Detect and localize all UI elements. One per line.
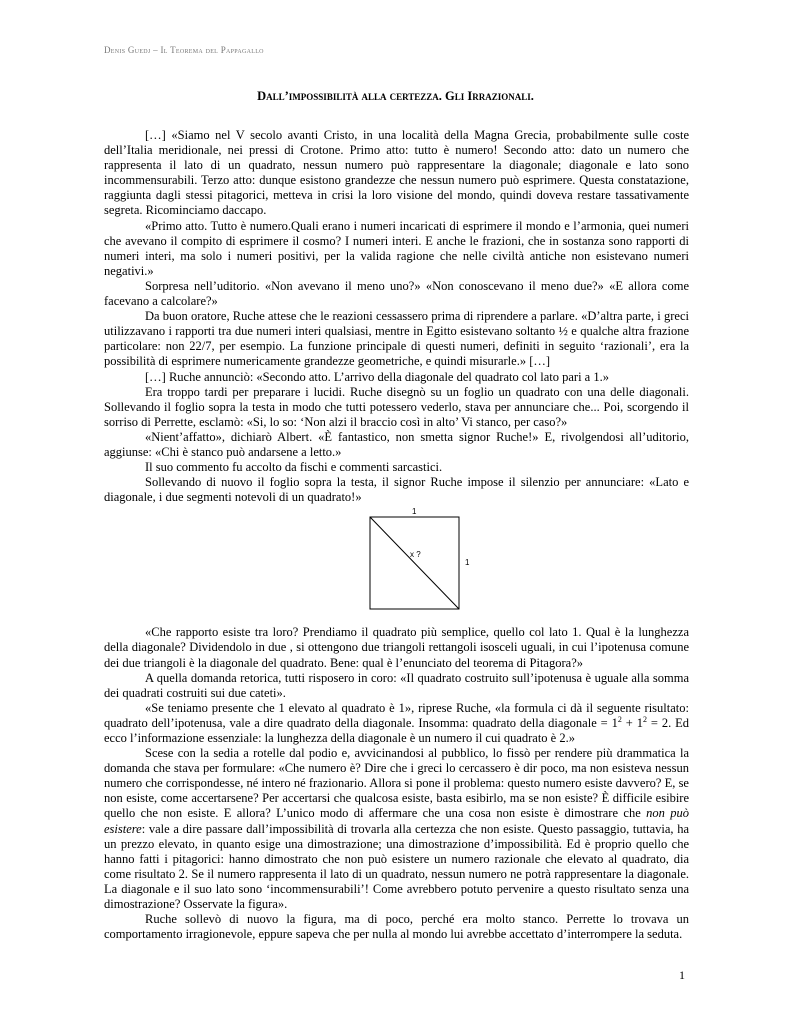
paragraph: Era troppo tardi per preparare i lucidi. Ruche disegnò su un foglio un quadrato con una delle diagonali. Sollevando il foglio sopra la testa in modo che tutti potessero vederlo, stava per annunciare che... Poi, scorgendo il sorriso di Perrette, esclamò: «Si, lo so: ‘Non alzi il braccio così in alto’ Vi stanco, per caso?» xyxy=(104,384,689,429)
paragraph-formula: «Se teniamo presente che 1 elevato al quadrato è 1», riprese Ruche, «la formula ci dà il seguente risultato: quadrato dell’ipotenusa, vale a dire quadrato della diagonale. Insomma: quadrato della diagonale = $1^2 + 1^2 = 2$. Ed ecco l’informazione essenziale: la lunghezza della diagonale è un numero il cui quadrato è 2.» xyxy=(104,700,689,745)
square-diagonal-figure xyxy=(104,507,689,625)
paragraph: «Nient’affatto», dichiarò Albert. «È fantastico, non smetta signor Ruche!» E, rivolgendosi all’uditorio, aggiunse: «Chi è stanco può andarsene a letto.» xyxy=(104,429,689,459)
italic-phrase: non può esistere xyxy=(104,806,690,836)
top-side-label: 1 xyxy=(412,507,417,517)
page-number: 1 xyxy=(679,968,685,982)
diagonal-label: x ? xyxy=(410,550,421,560)
paragraph: […] «Siamo nel V secolo avanti Cristo, in una località della Magna Grecia, probabilmente sulle coste dell’Italia meridionale, nei pressi di Crotone. Primo atto: tutto è numero! Secondo atto: dato un numero che rappresenta il lato di un quadrato, nessun numero può rappresentare la diagonale; diagonale e lato sono incommensurabili. Terzo atto: dunque esistono grandezze che nessun numero può esprimere. Questa constatazione, raggiunta dagli stessi pitagorici, metteva in crisi la loro visione del mondo, quindi doveva restare tassativamente segreta. Ricominciamo daccapo. xyxy=(104,128,689,218)
paragraph: A quella domanda retorica, tutti risposero in coro: «Il quadrato costruito sull’ipotenusa è uguale alla somma dei quadrati costruiti sui due cateti». xyxy=(104,670,689,700)
paragraph: «Primo atto. Tutto è numero.Quali erano i numeri incaricati di esprimere il mondo e l’armonia, quei numeri che avevano il compito di esprimere il cosmo? I numeri interi. E anche le frazioni, che in sostanza sono rapporti di numeri interi, ma solo i numeri positivi, per la valida ragione che nelle civiltà antiche non esistevano numeri negativi.» xyxy=(104,218,689,278)
body-text xyxy=(104,128,689,942)
right-side-label: 1 xyxy=(465,558,470,568)
paragraph-italic: Scese con la sedia a rotelle dal podio e, avvicinandosi al pubblico, lo fissò per rendere più drammatica la domanda che stava per formulare: «Che numero è? Dire che i greci lo cercassero è dir poco, ma non esisteva nessun numero che corrispondesse, né intero né frazionario. Allora si pone il problema: questo numero esiste davvero? E, se non esiste, come accertarsene? Per accertarsi che qualcosa esiste, basta esibirlo, ma se non esiste? È difficile esibire quello che non esiste. E allora? L’unico modo di affermare che una cosa non esiste è dimostrare che non può esistere: vale a dire passare dall’impossibilità di trovarla alla certezza che non esiste. Questo passaggio, tuttavia, ha un prezzo elevato, in quanto esige una dimostrazione; una dimostrazione d’impossibilità. Ed è proprio quello che hanno fatti i pitagorici: hanno dimostrato che non può esistere un numero razionale che elevato al quadrato, dia come risultato 2. Se il numero rappresenta il lato di un quadrato, nessun numero ne potrà rappresentare la diagonale. La diagonale e il suo lato sono ‘incommensurabili’! Come avrebbero potuto pervenire a questo risultato senza una dimostrazione? Osservate la figura». xyxy=(104,746,690,912)
superscript: 2 xyxy=(642,714,647,724)
paragraph: […] Ruche annunciò: «Secondo atto. L’arrivo della diagonale del quadrato col lato pari a 1.» xyxy=(145,369,609,384)
diagonal-line xyxy=(370,517,459,609)
paragraph: Sorpresa nell’uditorio. «Non avevano il meno uno?» «Non conoscevano il meno due?» «E allora come facevano a calcolare?» xyxy=(104,278,689,309)
paragraph: Il suo commento fu accolto da fischi e commenti sarcastici. xyxy=(145,460,443,475)
paragraph: «Che rapporto esiste tra loro? Prendiamo il quadrato più semplice, quello col lato 1. Qual è la lunghezza della diagonale? Dividendolo in due , si ottengono due triangoli rettangoli isosceli uguali, in cui l’ipotenusa comune dei due triangoli è la diagonale del quadrato. Bene: qual è l’enunciato del teorema di Pitagora?» xyxy=(104,625,689,670)
running-header: Denis Guedj – Il Teorema del Pappagallo xyxy=(104,45,264,55)
paragraph: Ruche sollevò di nuovo la figura, ma di poco, perché era molto stanco. Perrette lo trovava un comportamento irragionevole, eppure sapeva che per nulla al mondo lui avrebbe accettato d’interrompere la seduta. xyxy=(104,912,689,942)
paragraph: Da buon oratore, Ruche attese che le reazioni cessassero prima di riprendere a parlare. «D’altra parte, i greci utilizzavano i rapporti tra due numeri interi qualsiasi, mentre in Egitto esistevano soltanto ½ e qualche altra frazione particolare: non 22/7, per esempio. La funzione principale di questi numeri, definiti in seguito ‘razionali’, era la possibilità di esprimere numericamente grandezze geometriche, e quindi misurarle.» […] xyxy=(104,309,689,369)
paragraph: Sollevando di nuovo il foglio sopra la testa, il signor Ruche impose il silenzio per annunciare: «Lato e diagonale, i due segmenti notevoli di un quadrato!» xyxy=(104,475,689,505)
chapter-title: Dall’impossibilità alla certezza. Gli Irrazionali. xyxy=(257,89,534,103)
superscript: 2 xyxy=(617,714,622,724)
square-diagram xyxy=(362,507,477,623)
